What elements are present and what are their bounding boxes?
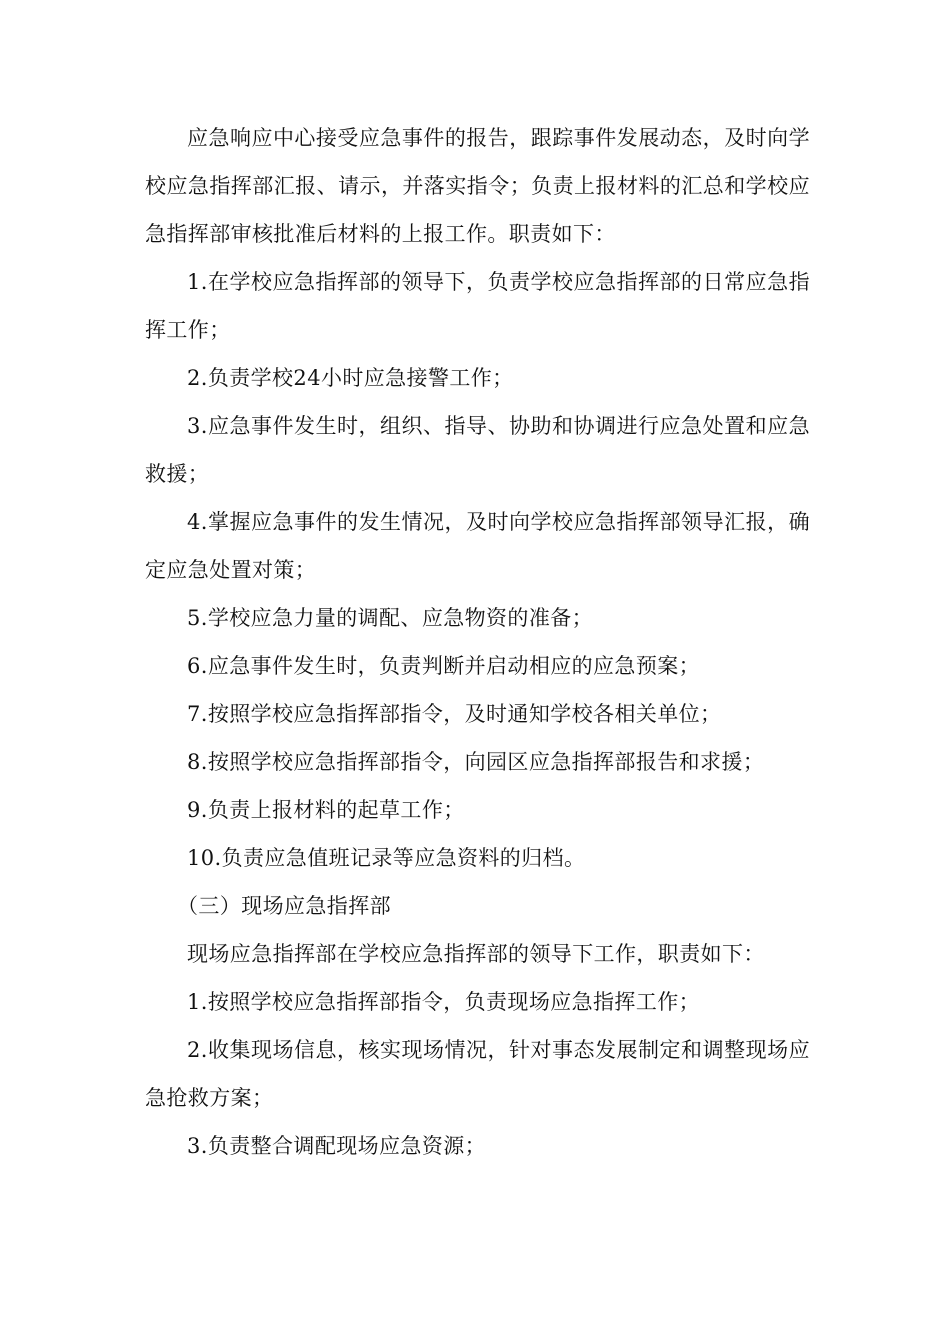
list-item-center-duty-3: 3.应急事件发生时，组织、指导、协助和协调进行应急处置和应急救援； <box>145 414 810 486</box>
list-item-center-duty-8: 8.按照学校应急指挥部指令，向园区应急指挥部报告和求援； <box>187 750 765 774</box>
paragraph-onsite-intro: 现场应急指挥部在学校应急指挥部的领导下工作，职责如下： <box>187 942 765 966</box>
list-item-onsite-duty-1: 1.按照学校应急指挥部指令，负责现场应急指挥工作； <box>187 990 701 1014</box>
list-item-center-duty-1: 1.在学校应急指挥部的领导下，负责学校应急指挥部的日常应急指挥工作； <box>145 270 810 342</box>
document-body <box>145 114 810 1170</box>
list-item-center-duty-4: 4.掌握应急事件的发生情况，及时向学校应急指挥部领导汇报，确定应急处置对策； <box>145 510 810 582</box>
list-item-center-duty-6: 6.应急事件发生时，负责判断并启动相应的应急预案； <box>187 654 701 678</box>
section-heading: （三）现场应急指挥部 <box>177 894 391 918</box>
list-item-onsite-duty-2: 2.收集现场信息，核实现场情况，针对事态发展制定和调整现场应急抢救方案； <box>145 1038 810 1110</box>
list-item-center-duty-5: 5.学校应急力量的调配、应急物资的准备； <box>187 606 594 630</box>
list-item-center-duty-7: 7.按照学校应急指挥部指令，及时通知学校各相关单位； <box>187 702 722 726</box>
list-item-center-duty-9: 9.负责上报材料的起草工作； <box>187 798 465 822</box>
list-item-center-duty-10: 10.负责应急值班记录等应急资料的归档。 <box>187 846 586 870</box>
list-item-center-duty-2: 2.负责学校24小时应急接警工作； <box>187 366 514 390</box>
paragraph-intro: 应急响应中心接受应急事件的报告，跟踪事件发展动态，及时向学校应急指挥部汇报、请示，并落实指令；负责上报材料的汇总和学校应急指挥部审核批准后材料的上报工作。职责如下： <box>145 126 810 246</box>
list-item-onsite-duty-3: 3.负责整合调配现场应急资源； <box>187 1134 487 1158</box>
